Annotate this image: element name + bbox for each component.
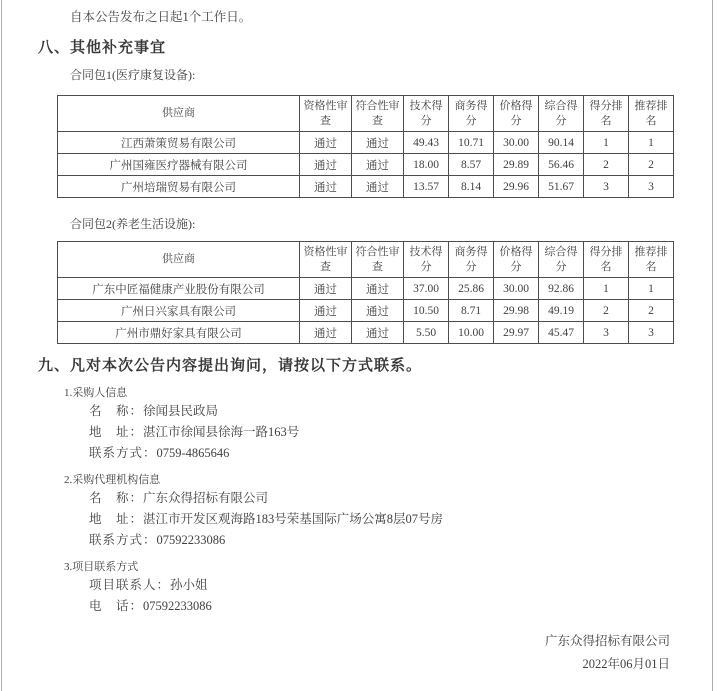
qualification-cell: 通过 [300,132,352,154]
technical-score-cell: 13.57 [404,176,449,198]
column-header-business-score: 商务得分 [449,96,494,132]
supplier-row [58,278,674,300]
purchaser-phone-line [89,443,712,464]
contact-value: 徐闻县民政局 [143,404,219,418]
technical-score-cell: 18.00 [404,154,449,176]
package-1-label: 合同包1(医疗康复设备): [70,68,196,82]
score-rank-cell: 3 [584,322,629,344]
supplier-row [58,322,674,344]
qualification-cell: 通过 [300,278,352,300]
supplier-name-cell: 江西萧策贸易有限公司 [58,132,300,154]
supplier-name-cell: 广州国雍医疗器械有限公司 [58,154,300,176]
column-header-recommend-rank: 推荐排名 [629,96,674,132]
technical-score-cell: 37.00 [404,278,449,300]
supplier-row [58,154,674,176]
purchaser-address-line [89,422,712,443]
column-header-comprehensive-score: 综合得分 [539,96,584,132]
contact-value: 广东众得招标有限公司 [143,491,269,505]
supplier-name-cell: 广东中匠福健康产业股份有限公司 [58,278,300,300]
contact-label: 联系方式： [89,533,157,547]
technical-score-cell: 49.43 [404,132,449,154]
recommend-rank-cell: 2 [629,300,674,322]
supplier-table-package-1 [57,95,674,198]
purchaser-info-heading: 1.采购人信息 [64,387,128,399]
section-9-heading: 九、凡对本次公告内容提出询问，请按以下方式联系。 [38,358,423,374]
price-score-cell: 30.00 [494,132,539,154]
agency-name-line [89,488,712,509]
column-header-conformity-review: 符合性审查 [352,96,404,132]
score-rank-cell: 3 [584,176,629,198]
section-8-heading: 八、其他补充事宜 [38,40,167,56]
contact-label: 地 址： [89,425,144,439]
supplier-row [58,176,674,198]
business-score-cell: 10.71 [449,132,494,154]
agency-address-line [89,509,712,530]
recommend-rank-cell: 2 [629,154,674,176]
project-contact-person-line [89,575,712,596]
conformity-cell: 通过 [352,300,404,322]
business-score-cell: 8.57 [449,154,494,176]
column-header-comprehensive-score: 综合得分 [539,242,584,278]
comprehensive-score-cell: 49.19 [539,300,584,322]
contact-label: 电 话： [89,599,144,613]
column-header-qualification-review: 资格性审查 [300,242,352,278]
column-header-supplier: 供应商 [58,242,300,278]
qualification-cell: 通过 [300,322,352,344]
comprehensive-score-cell: 45.47 [539,322,584,344]
supplier-row [58,132,674,154]
price-score-cell: 29.96 [494,176,539,198]
intro-line: 自本公告发布之日起1个工作日。 [70,10,252,24]
technical-score-cell: 5.50 [404,322,449,344]
supplier-table-package-2 [57,241,674,344]
conformity-cell: 通过 [352,132,404,154]
column-header-recommend-rank: 推荐排名 [629,242,674,278]
comprehensive-score-cell: 56.46 [539,154,584,176]
price-score-cell: 29.97 [494,322,539,344]
contact-value: 湛江市徐闻县徐海一路163号 [143,425,300,439]
recommend-rank-cell: 3 [629,322,674,344]
document-page [1,0,713,691]
score-rank-cell: 1 [584,278,629,300]
table-header-row [58,96,674,132]
supplier-name-cell: 广州培瑞贸易有限公司 [58,176,300,198]
conformity-cell: 通过 [352,176,404,198]
column-header-technical-score: 技术得分 [404,96,449,132]
column-header-price-score: 价格得分 [494,96,539,132]
price-score-cell: 29.89 [494,154,539,176]
comprehensive-score-cell: 51.67 [539,176,584,198]
contact-value: 0759-4865646 [156,446,230,460]
score-rank-cell: 2 [584,154,629,176]
contact-value: 07592233086 [156,533,226,547]
supplier-name-cell: 广州市鼎好家具有限公司 [58,322,300,344]
business-score-cell: 10.00 [449,322,494,344]
column-header-business-score: 商务得分 [449,242,494,278]
footer-date: 2022年06月01日 [582,657,670,671]
conformity-cell: 通过 [352,154,404,176]
contact-label: 地 址： [89,512,144,526]
signature-block [2,630,712,676]
business-score-cell: 8.71 [449,300,494,322]
supplier-name-cell: 广州日兴家具有限公司 [58,300,300,322]
recommend-rank-cell: 1 [629,132,674,154]
project-contact-heading: 3.项目联系方式 [64,561,139,573]
contact-label: 名 称： [89,404,144,418]
column-header-conformity-review: 符合性审查 [352,242,404,278]
qualification-cell: 通过 [300,176,352,198]
price-score-cell: 29.98 [494,300,539,322]
business-score-cell: 25.86 [449,278,494,300]
supplier-row [58,300,674,322]
contact-label: 联系方式： [89,446,157,460]
table-header-row [58,242,674,278]
contact-value: 07592233086 [143,599,212,613]
technical-score-cell: 10.50 [404,300,449,322]
contact-value: 孙小姐 [170,578,208,592]
column-header-technical-score: 技术得分 [404,242,449,278]
qualification-cell: 通过 [300,300,352,322]
agency-info-heading: 2.采购代理机构信息 [64,474,161,486]
conformity-cell: 通过 [352,322,404,344]
recommend-rank-cell: 1 [629,278,674,300]
column-header-qualification-review: 资格性审查 [300,96,352,132]
column-header-score-rank: 得分排名 [584,242,629,278]
column-header-supplier: 供应商 [58,96,300,132]
column-header-score-rank: 得分排名 [584,96,629,132]
contact-value: 湛江市开发区观海路183号荣基国际广场公寓8层07号房 [143,512,444,526]
conformity-cell: 通过 [352,278,404,300]
comprehensive-score-cell: 92.86 [539,278,584,300]
package-2-label: 合同包2(养老生活设施): [70,217,196,231]
comprehensive-score-cell: 90.14 [539,132,584,154]
contact-label: 项目联系人： [89,578,171,592]
business-score-cell: 8.14 [449,176,494,198]
price-score-cell: 30.00 [494,278,539,300]
purchaser-name-line [89,401,712,422]
score-rank-cell: 2 [584,300,629,322]
column-header-price-score: 价格得分 [494,242,539,278]
project-contact-phone-line [89,596,712,617]
contact-label: 名 称： [89,491,144,505]
recommend-rank-cell: 3 [629,176,674,198]
agency-phone-line [89,530,712,551]
footer-company: 广东众得招标有限公司 [544,634,670,648]
qualification-cell: 通过 [300,154,352,176]
score-rank-cell: 1 [584,132,629,154]
